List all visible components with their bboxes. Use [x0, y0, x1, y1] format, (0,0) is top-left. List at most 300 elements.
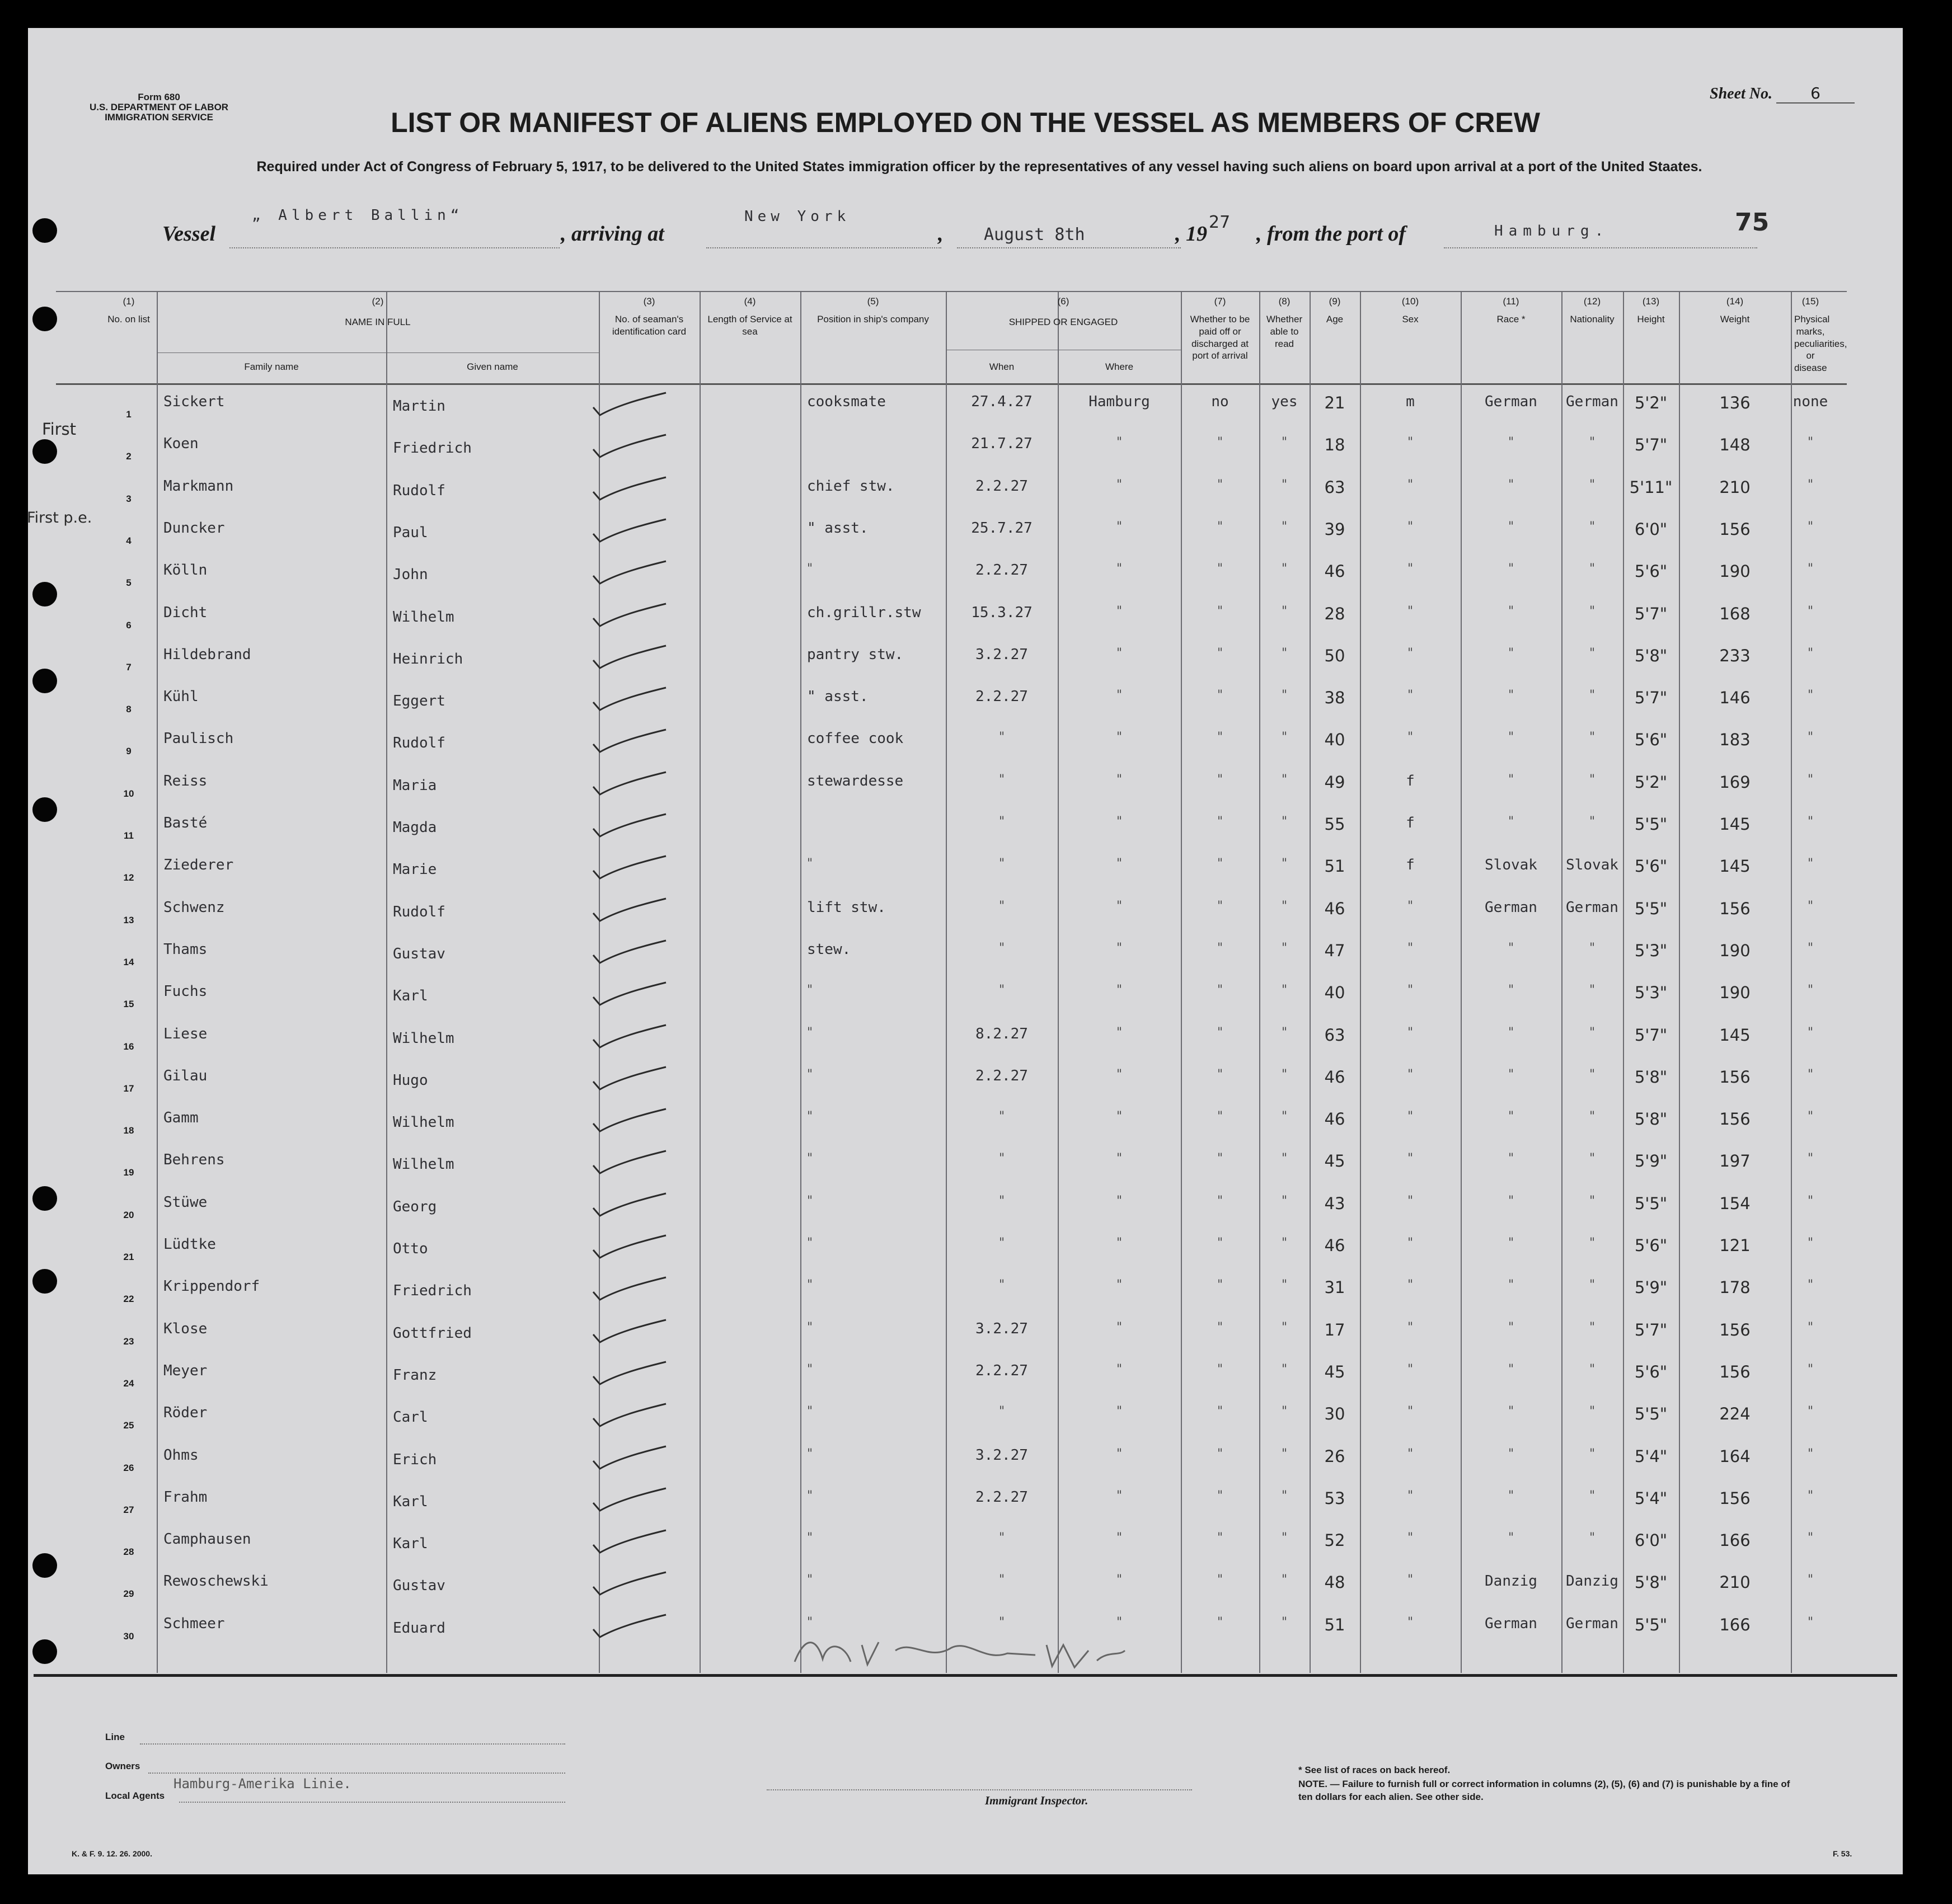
race: ": [1508, 1025, 1514, 1040]
given-name: Wilhelm: [393, 608, 454, 626]
able-to-read: ": [1281, 1278, 1288, 1292]
row-number: 11: [124, 830, 134, 841]
shipped-when: 27.4.27: [971, 393, 1033, 410]
row-number: 24: [123, 1378, 134, 1389]
paid-off: ": [1217, 519, 1223, 534]
age: 28: [1324, 604, 1345, 623]
given-name: Gustav: [393, 1577, 445, 1595]
weight: 154: [1719, 1193, 1751, 1213]
position: ": [807, 1025, 813, 1040]
age: 46: [1324, 1236, 1345, 1255]
sex: ": [1407, 1573, 1414, 1587]
note-text: NOTE. — Failure to furnish full or correct information in columns (2), (5), (6) and (7) is punishable by a fine of ten dollars for each alien. See other side.: [1298, 1779, 1790, 1802]
race: ": [1508, 1067, 1514, 1082]
given-name: Rudolf: [393, 735, 445, 752]
sex: ": [1407, 1531, 1414, 1545]
shipped-when: 2.2.27: [975, 1067, 1028, 1084]
nationality: ": [1589, 1278, 1596, 1292]
id-card-checkmark-icon: [588, 1486, 672, 1520]
height: 5'2": [1634, 393, 1668, 412]
form-id-line: Form 680: [138, 92, 180, 102]
form-code: F. 53.: [1833, 1849, 1852, 1858]
paid-off: ": [1217, 1193, 1223, 1208]
family-name: Röder: [163, 1404, 208, 1422]
id-card-checkmark-icon: [588, 1149, 672, 1182]
family-name: Koen: [163, 435, 199, 453]
punch-hole: [32, 307, 57, 331]
owners-label: Owners: [105, 1761, 140, 1771]
id-card-checkmark-icon: [588, 770, 672, 803]
row-number: 1: [126, 409, 132, 420]
sheet-label: [1710, 84, 1855, 104]
height: 5'9": [1634, 1151, 1668, 1171]
shipped-where: ": [1116, 899, 1123, 913]
row-number: 5: [126, 577, 132, 589]
nationality: ": [1589, 815, 1596, 829]
family-name: Liese: [163, 1025, 208, 1042]
family-name: Gilau: [163, 1067, 208, 1084]
column-number: (1): [123, 296, 135, 307]
id-card-checkmark-icon: [588, 601, 672, 635]
row-number: 23: [123, 1336, 134, 1347]
physical-marks: ": [1807, 1362, 1814, 1376]
shipped-when: ": [998, 1573, 1005, 1587]
given-name: Martin: [393, 398, 445, 415]
shipped-where: ": [1116, 857, 1123, 871]
column-number: (12): [1583, 296, 1601, 307]
given-name: Eggert: [393, 693, 445, 710]
sex: ": [1407, 519, 1414, 534]
shipped-when: 15.3.27: [971, 604, 1033, 621]
sex: ": [1407, 983, 1414, 998]
able-to-read: ": [1281, 477, 1288, 492]
able-to-read: ": [1281, 1110, 1288, 1124]
column-rule: [1623, 291, 1624, 1673]
age: 45: [1324, 1362, 1345, 1381]
paid-off: ": [1217, 1110, 1223, 1124]
shipped-where: ": [1116, 1573, 1123, 1587]
paid-off: ": [1217, 772, 1223, 787]
when-header: When: [989, 361, 1015, 372]
height: 5'9": [1634, 1278, 1668, 1297]
row-number: 25: [123, 1420, 134, 1431]
paid-off: ": [1217, 941, 1223, 955]
age: 21: [1324, 393, 1345, 412]
family-name: Ohms: [163, 1446, 199, 1464]
able-to-read: ": [1281, 1025, 1288, 1040]
crew-table: [101, 280, 1847, 1684]
id-card-checkmark-icon: [588, 980, 672, 1014]
physical-marks: ": [1807, 941, 1814, 955]
sex: ": [1407, 941, 1414, 955]
family-name: Reiss: [163, 772, 208, 789]
family-name: Hildebrand: [163, 646, 251, 663]
able-to-read: ": [1281, 1488, 1288, 1503]
race: ": [1508, 562, 1514, 576]
physical-marks: ": [1807, 1615, 1814, 1629]
nationality: German: [1566, 899, 1618, 916]
arriving-label: , arriving at: [561, 222, 664, 246]
height: 5'7": [1634, 688, 1668, 708]
row-number: 16: [123, 1041, 134, 1052]
given-name: Karl: [393, 988, 428, 1005]
shipped-when: ": [998, 899, 1005, 913]
shipped-when: ": [998, 1615, 1005, 1629]
where-header: Where: [1105, 361, 1134, 372]
race: German: [1485, 899, 1537, 916]
nationality: ": [1589, 519, 1596, 534]
shipped-where: ": [1116, 1404, 1123, 1419]
family-name: Thams: [163, 941, 208, 958]
weight: 210: [1719, 477, 1751, 497]
line-underline: [140, 1743, 565, 1745]
weight: 233: [1719, 646, 1751, 665]
id-card-checkmark-icon: [588, 517, 672, 551]
paid-off: ": [1217, 688, 1223, 703]
column-number: (4): [744, 296, 756, 307]
id-card-checkmark-icon: [588, 1528, 672, 1562]
punch-hole: [32, 582, 57, 607]
height: 5'6": [1634, 562, 1668, 581]
race: ": [1508, 519, 1514, 534]
age: 46: [1324, 899, 1345, 918]
id-card-checkmark-icon: [588, 727, 672, 761]
sex: ": [1407, 435, 1414, 450]
sex: ": [1407, 1404, 1414, 1419]
age: 63: [1324, 477, 1345, 497]
shipped-where: ": [1116, 435, 1123, 450]
column-rule: [1259, 291, 1260, 1673]
height: 5'5": [1634, 899, 1668, 918]
weight: 166: [1719, 1615, 1751, 1634]
vessel-label: Vessel: [162, 222, 215, 246]
able-to-read: ": [1281, 857, 1288, 871]
given-name: John: [393, 566, 428, 584]
weight: 156: [1719, 1067, 1751, 1087]
manifest-sheet: [28, 28, 1903, 1874]
weight: 169: [1719, 772, 1751, 792]
nationality: ": [1589, 688, 1596, 703]
physical-marks: none: [1793, 393, 1828, 410]
able-to-read: ": [1281, 1404, 1288, 1419]
race: ": [1508, 1320, 1514, 1334]
shipped-when: 2.2.27: [975, 562, 1028, 579]
row-number: 14: [123, 956, 134, 967]
paid-off: ": [1217, 435, 1223, 450]
able-to-read: ": [1281, 1362, 1288, 1376]
able-to-read: ": [1281, 646, 1288, 660]
nationality: ": [1589, 477, 1596, 492]
shipped-where: ": [1116, 772, 1123, 787]
position: ": [807, 983, 813, 998]
physical-marks: ": [1807, 1488, 1814, 1503]
family-name: Behrens: [163, 1151, 225, 1169]
stamp-number: 75: [1735, 208, 1770, 237]
age: 47: [1324, 941, 1345, 960]
shipped-when: ": [998, 1193, 1005, 1208]
column-label: Nationality: [1570, 314, 1615, 325]
able-to-read: ": [1281, 1531, 1288, 1545]
family-name: Fuchs: [163, 983, 208, 1000]
nationality: ": [1589, 1531, 1596, 1545]
arriving-port: New York: [744, 208, 851, 225]
shipped-where: ": [1116, 1278, 1123, 1292]
height: 5'8": [1634, 1110, 1668, 1129]
position: ": [807, 1362, 813, 1376]
row-number: 8: [126, 704, 132, 715]
position: ": [807, 857, 813, 871]
margin-note: First: [42, 420, 77, 439]
paid-off: ": [1217, 815, 1223, 829]
paid-off: ": [1217, 1278, 1223, 1292]
nationality: ": [1589, 1446, 1596, 1461]
line-label: Line: [105, 1732, 125, 1742]
family-name: Dicht: [163, 604, 208, 621]
physical-marks: ": [1807, 857, 1814, 871]
id-card-checkmark-icon: [588, 685, 672, 719]
shipped-where: ": [1116, 1362, 1123, 1376]
column-rule: [1791, 291, 1792, 1673]
weight: 146: [1719, 688, 1751, 708]
column-rule: [157, 291, 158, 1673]
paid-off: ": [1217, 1404, 1223, 1419]
height: 5'6": [1634, 1362, 1668, 1381]
punch-hole: [32, 1639, 57, 1664]
race: ": [1508, 730, 1514, 745]
column-label: Whether to be paid off or discharged at port of arrival: [1190, 314, 1250, 361]
able-to-read: ": [1281, 899, 1288, 913]
family-name: Camphausen: [163, 1531, 251, 1548]
sex: f: [1406, 857, 1415, 874]
position: " asst.: [807, 688, 869, 706]
weight: 190: [1719, 941, 1751, 960]
shipped-where: ": [1116, 688, 1123, 703]
physical-marks: ": [1807, 983, 1814, 998]
position: ": [807, 562, 813, 576]
shipped-where: ": [1116, 1488, 1123, 1503]
id-card-checkmark-icon: [588, 1023, 672, 1056]
given-name: Magda: [393, 819, 437, 836]
height: 6'0": [1634, 1531, 1668, 1550]
able-to-read: ": [1281, 435, 1288, 450]
weight: 148: [1719, 435, 1751, 455]
margin-note: First p.e.: [27, 509, 92, 526]
sex: ": [1407, 688, 1414, 703]
position: chief stw.: [807, 477, 895, 495]
row-number: 2: [126, 451, 132, 462]
sex: ": [1407, 562, 1414, 576]
row-number: 3: [126, 493, 132, 504]
form-id-line: U.S. DEPARTMENT OF LABOR: [90, 101, 229, 112]
shipped-when: 2.2.27: [975, 477, 1028, 495]
vessel-underline: [229, 247, 560, 248]
race: ": [1508, 1110, 1514, 1124]
height: 5'7": [1634, 1025, 1668, 1045]
shipped-when: ": [998, 983, 1005, 998]
race: German: [1485, 1615, 1537, 1632]
shipped-where: ": [1116, 1236, 1123, 1250]
sex: ": [1407, 1320, 1414, 1334]
column-label: Position in ship's company: [817, 314, 929, 325]
given-name: Eduard: [393, 1619, 445, 1637]
age: 39: [1324, 519, 1345, 539]
given-name: Erich: [393, 1451, 437, 1468]
position: cooksmate: [807, 393, 886, 410]
able-to-read: ": [1281, 1236, 1288, 1250]
given-name: Rudolf: [393, 903, 445, 920]
column-label: Race *: [1496, 314, 1526, 325]
sex: f: [1406, 815, 1415, 831]
physical-marks: ": [1807, 899, 1814, 913]
row-number: 29: [123, 1588, 134, 1600]
column-label: Age: [1326, 314, 1344, 325]
given-name: Otto: [393, 1240, 428, 1257]
weight: 156: [1719, 1320, 1751, 1339]
physical-marks: ": [1807, 477, 1814, 492]
weight: 156: [1719, 1362, 1751, 1381]
paid-off: ": [1217, 1236, 1223, 1250]
race: ": [1508, 983, 1514, 998]
family-name: Lüdtke: [163, 1236, 216, 1253]
able-to-read: ": [1281, 772, 1288, 787]
bottom-rule: [34, 1674, 1897, 1677]
id-card-checkmark-icon: [588, 391, 672, 424]
position: ": [807, 1151, 813, 1166]
position: ": [807, 1320, 813, 1334]
position: ": [807, 1573, 813, 1587]
race: ": [1508, 646, 1514, 660]
column-number: (3): [643, 296, 655, 307]
column-number: (5): [867, 296, 879, 307]
physical-marks: ": [1807, 1278, 1814, 1292]
sex: ": [1407, 477, 1414, 492]
age: 40: [1324, 730, 1345, 750]
id-card-checkmark-icon: [588, 896, 672, 930]
nationality: ": [1589, 1236, 1596, 1250]
physical-marks: ": [1807, 519, 1814, 534]
shipped-where: ": [1116, 983, 1123, 998]
race: ": [1508, 1531, 1514, 1545]
column-number: (10): [1401, 296, 1419, 307]
physical-marks: ": [1807, 1067, 1814, 1082]
from-port: Hamburg.: [1494, 223, 1610, 239]
position: ": [807, 1193, 813, 1208]
position: ": [807, 1067, 813, 1082]
position: ": [807, 1615, 813, 1629]
race: German: [1485, 393, 1537, 410]
column-number: (14): [1726, 296, 1744, 307]
given-name-header: Given name: [467, 361, 518, 372]
physical-marks: ": [1807, 1446, 1814, 1461]
paid-off: ": [1217, 646, 1223, 660]
able-to-read: ": [1281, 604, 1288, 618]
physical-marks: ": [1807, 604, 1814, 618]
owners-underline: [148, 1773, 565, 1774]
row-number: 13: [123, 914, 134, 925]
physical-marks: ": [1807, 1320, 1814, 1334]
height: 5'3": [1634, 983, 1668, 1003]
column-rule: [1561, 291, 1562, 1673]
id-card-checkmark-icon: [588, 854, 672, 887]
race: ": [1508, 1404, 1514, 1419]
column-label: Sex: [1402, 314, 1419, 325]
physical-marks: ": [1807, 772, 1814, 787]
sex: ": [1407, 1362, 1414, 1376]
shipped-where: ": [1116, 815, 1123, 829]
year-suffix: 27: [1209, 213, 1231, 232]
age: 18: [1324, 435, 1345, 455]
shipped-where: ": [1116, 941, 1123, 955]
age: 48: [1324, 1573, 1345, 1592]
family-name: Paulisch: [163, 730, 234, 748]
height: 5'5": [1634, 815, 1668, 834]
position: ": [807, 1110, 813, 1124]
position: ": [807, 1404, 813, 1419]
table-top-rule: [56, 291, 1847, 292]
given-name: Franz: [393, 1366, 437, 1384]
age: 17: [1324, 1320, 1345, 1339]
shipped-where: ": [1116, 1446, 1123, 1461]
able-to-read: ": [1281, 1446, 1288, 1461]
height: 5'5": [1634, 1615, 1668, 1634]
height: 5'11": [1629, 477, 1673, 497]
form-id-line: IMMIGRATION SERVICE: [105, 111, 214, 123]
given-name: Karl: [393, 1493, 428, 1510]
date-underline: [957, 247, 1181, 248]
nationality: ": [1589, 1151, 1596, 1166]
race: ": [1508, 1278, 1514, 1292]
height: 5'6": [1634, 730, 1668, 750]
weight: 145: [1719, 1025, 1751, 1045]
family-name: Ziederer: [163, 857, 234, 874]
height: 5'7": [1634, 604, 1668, 623]
age: 45: [1324, 1151, 1345, 1171]
row-number: 22: [123, 1294, 134, 1305]
column-label: SHIPPED OR ENGAGED: [1008, 317, 1118, 327]
row-number: 12: [123, 872, 134, 883]
height: 5'7": [1634, 435, 1668, 455]
column-rule: [946, 291, 947, 1673]
inspector-signature: [783, 1628, 1130, 1673]
from-label: , from the port of: [1256, 222, 1406, 246]
shipped-when: 25.7.27: [971, 519, 1033, 537]
given-name: Friedrich: [393, 1282, 472, 1300]
family-name: Kölln: [163, 562, 208, 579]
able-to-read: ": [1281, 1193, 1288, 1208]
column-number: (13): [1642, 296, 1660, 307]
physical-marks: ": [1807, 1531, 1814, 1545]
position: pantry stw.: [807, 646, 904, 663]
paid-off: ": [1217, 730, 1223, 745]
printer-code: K. & F. 9. 12. 26. 2000.: [72, 1849, 152, 1858]
column-rule: [1310, 291, 1311, 1673]
family-name: Basté: [163, 815, 208, 831]
shipped-where: ": [1116, 646, 1123, 660]
sheet-label-text: Sheet No.: [1710, 85, 1772, 102]
row-number: 27: [123, 1504, 134, 1515]
shipped-when: ": [998, 730, 1005, 745]
height: 5'6": [1634, 1236, 1668, 1255]
agents-underline: [179, 1802, 565, 1803]
id-card-checkmark-icon: [588, 643, 672, 677]
sex: ": [1407, 730, 1414, 745]
position: ch.grillr.stw: [807, 604, 921, 621]
shipped-where: ": [1116, 1615, 1123, 1629]
sex: ": [1407, 604, 1414, 618]
column-label: Height: [1637, 314, 1665, 325]
paid-off: no: [1211, 393, 1229, 410]
able-to-read: ": [1281, 815, 1288, 829]
